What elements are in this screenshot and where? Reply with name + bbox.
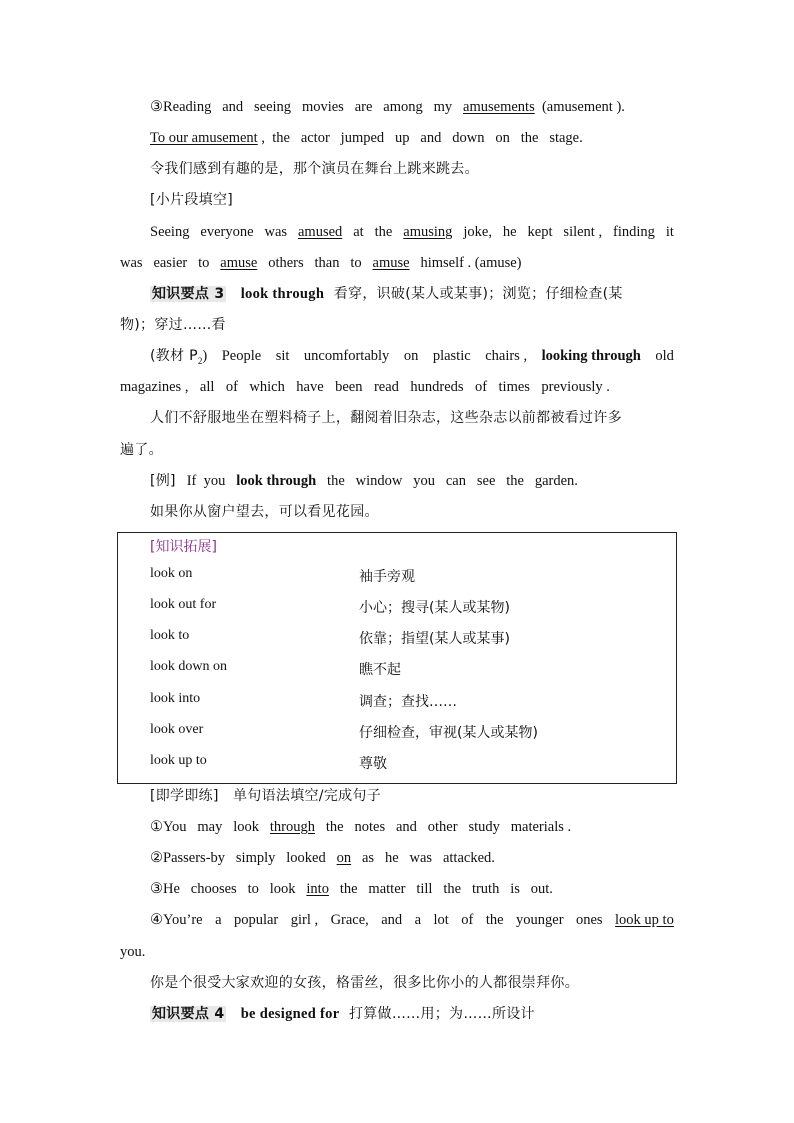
practice-tag: [即学即练] <box>150 788 219 804</box>
sentence-3-reading: ③Reading and seeing movies are among my amusements (amusement ). <box>150 99 625 115</box>
translation: 令我们感到有趣的是，那个演员在舞台上跳来跳去。 <box>150 161 479 177</box>
phrase-en: look into <box>150 691 201 706</box>
phrase-en: look down on <box>150 659 227 674</box>
practice-header <box>150 786 674 806</box>
phrase-en: look over <box>150 722 204 737</box>
question-2: ②Passers-by simply looked on as he was attacked. <box>150 850 495 866</box>
fill-blank-line: was easier to amuse others than to amuse himself . (amuse) <box>120 255 522 271</box>
question-1: ①You may look through the notes and other study materials . <box>150 819 572 835</box>
translation: 你是个很受大家欢迎的女孩，格雷丝，很多比你小的人都很崇拜你。 <box>150 975 579 991</box>
answer-blank: amuse <box>372 255 410 271</box>
point-phrase: be designed for <box>240 1006 340 1022</box>
textbook-sentence: (教材 $P_2$) People sit uncomfortably on plastic chairs , looking through old <box>150 346 674 371</box>
question-4-cont: you. <box>120 944 146 960</box>
phrase-en: look out for <box>150 597 217 612</box>
answer-blank: through <box>269 819 316 835</box>
phrase-zh: 小心；搜寻(某人或某物) <box>359 600 510 616</box>
phrase-zh: 尊敬 <box>359 756 387 772</box>
translation: 人们不舒服地坐在塑料椅子上，翻阅着旧杂志，这些杂志以前都被看过许多 <box>150 410 622 426</box>
point-meaning: 看穿，识破(某人或某事)；浏览；仔细检查(某 <box>333 286 623 302</box>
textbook-source: (教材 $P_2$) <box>150 348 208 366</box>
point-meaning-cont: 物)；穿过……看 <box>120 317 226 333</box>
phrase-en: look to <box>150 628 190 643</box>
point-label: 知识要点 3 <box>152 286 225 302</box>
example-tag: [例] <box>150 473 176 489</box>
question-3: ③He chooses to look into the matter till the truth is out. <box>150 881 553 897</box>
fill-blank-line: Seeing everyone was amused at the amusing joke, he kept silent , finding it <box>150 224 674 240</box>
textbook-sentence-cont: magazines , all of which have been read hundreds of times previously . <box>120 379 610 395</box>
translation-cont: 遍了。 <box>120 442 163 458</box>
answer-blank: on <box>336 850 352 866</box>
phrase-zh: 依靠；指望(某人或某事) <box>359 631 510 647</box>
section-label: [小片段填空] <box>150 192 234 208</box>
phrase-zh: 调查；查找…… <box>359 694 457 710</box>
phrase-zh: 袖手旁观 <box>359 569 415 585</box>
practice-title: 单句语法填空/完成句子 <box>233 788 382 804</box>
knowledge-point-3 <box>150 284 674 304</box>
phrase-zh: 仔细检查，审视(某人或某物) <box>359 725 538 741</box>
sentence-4-amusement: To our amusement , the actor jumped up and down on the stage. <box>150 130 583 146</box>
example-sentence: [例] If you look through the window you can see the garden. <box>150 473 578 489</box>
phrase-zh: 瞧不起 <box>359 662 401 678</box>
phrase-en: look up to <box>150 753 207 768</box>
point-phrase: look through <box>240 286 325 302</box>
knowledge-point-4 <box>150 1004 674 1024</box>
answer-blank: amuse <box>220 255 258 271</box>
question-4: ④You’re a popular girl , Grace, and a lot of the younger ones look up to <box>150 912 674 928</box>
answer-blank: into <box>306 881 329 897</box>
answer-blank: amusements <box>463 99 535 115</box>
point-label: 知识要点 4 <box>152 1006 225 1022</box>
phrase-en: look on <box>150 566 193 581</box>
point-meaning: 打算做……用；为……所设计 <box>348 1006 535 1022</box>
box-title: [知识拓展] <box>150 539 217 555</box>
answer-blank: amused <box>297 224 343 240</box>
answer-blank: look up to <box>615 912 674 928</box>
translation: 如果你从窗户望去，可以看见花园。 <box>150 504 379 520</box>
answer-blank: To our amusement <box>150 130 258 146</box>
answer-blank: amusing <box>403 224 453 240</box>
